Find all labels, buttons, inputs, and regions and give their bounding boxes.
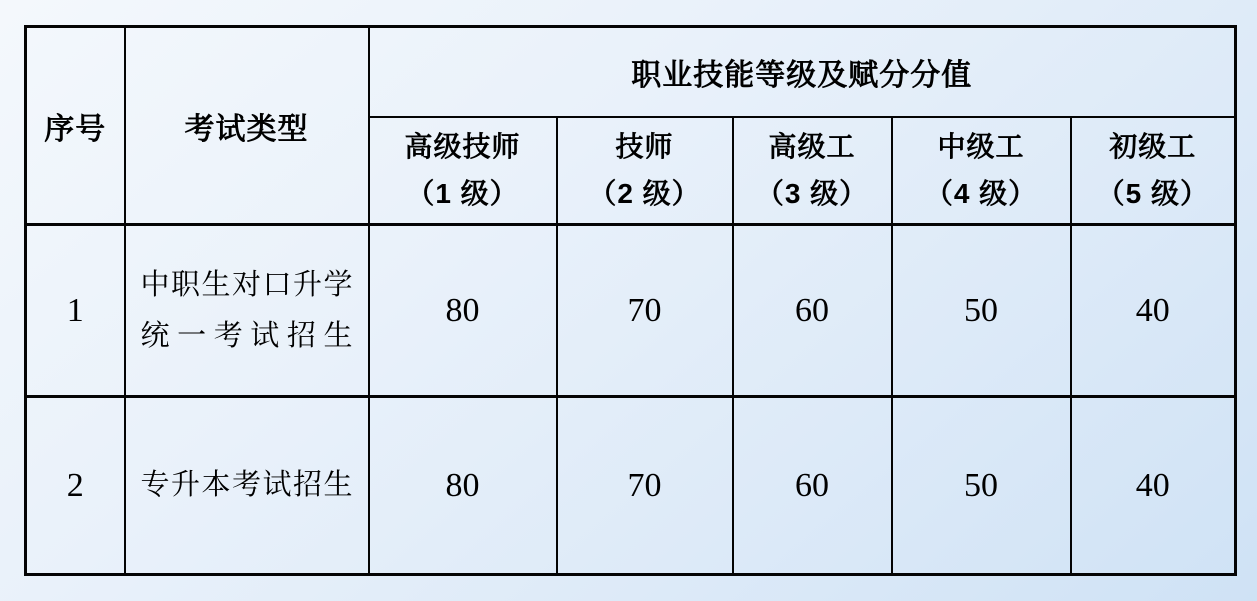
header-level-4 [892,117,1071,225]
row-score-level-4: 50 [892,397,1071,575]
row-score-level-2: 70 [557,397,733,575]
level-name: 高级工 [768,130,856,162]
header-group-title: 职业技能等级及赋分分值 [369,27,1236,117]
row-score-level-5: 40 [1071,397,1236,575]
table-row [26,225,1236,397]
row-exam-type: 专升本考试招生 [125,397,369,575]
level-grade: （4 级） [924,178,1038,210]
header-serial-number: 序号 [26,27,125,225]
skill-level-score-table [24,25,1237,576]
level-name: 中级工 [937,130,1025,162]
header-level-3 [733,117,892,225]
header-level-5 [1071,117,1236,225]
level-name: 初级工 [1109,130,1197,162]
row-score-level-2: 70 [557,225,733,397]
level-grade: （3 级） [755,178,869,210]
row-score-level-1: 80 [369,225,557,397]
row-score-level-5: 40 [1071,225,1236,397]
header-exam-type: 考试类型 [125,27,369,225]
row-serial: 2 [26,397,125,575]
row-score-level-3: 60 [733,225,892,397]
row-exam-type: 中职生对口升学统一考试招生 [125,225,369,397]
row-score-level-1: 80 [369,397,557,575]
level-grade: （5 级） [1096,178,1209,210]
row-score-level-3: 60 [733,397,892,575]
table-row [26,397,1236,575]
row-score-level-4: 50 [892,225,1071,397]
level-name: 高级技师 [404,130,521,162]
level-name: 技师 [615,130,674,162]
row-serial: 1 [26,225,125,397]
header-level-2 [557,117,733,225]
header-level-1 [369,117,557,225]
level-grade: （2 级） [588,178,701,210]
level-grade: （1 级） [406,178,519,210]
header-row-top [26,27,1236,117]
